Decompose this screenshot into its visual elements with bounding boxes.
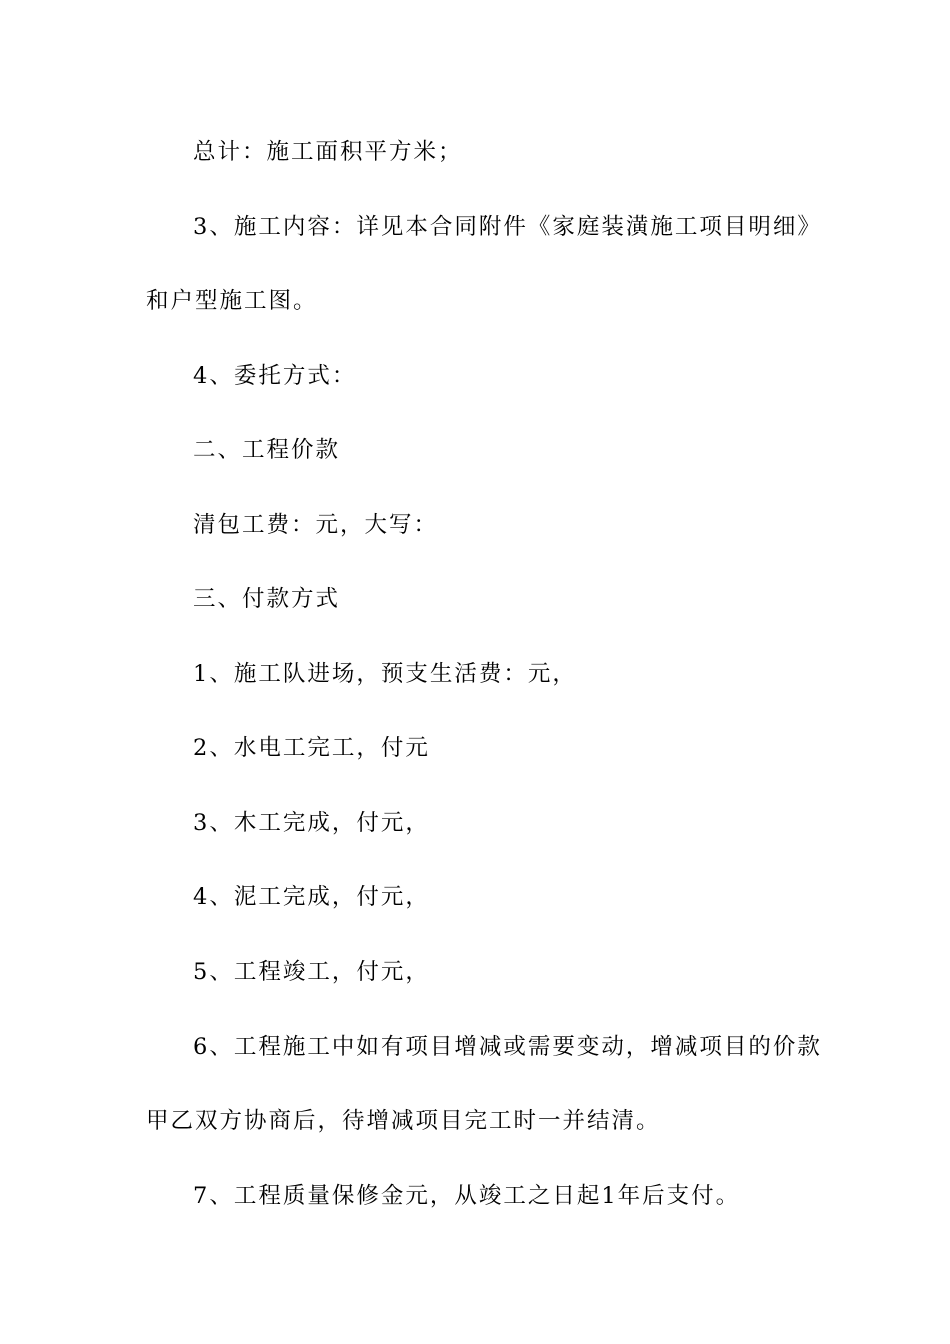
paragraph-payment-2: 2、水电工完工，付元 bbox=[193, 735, 430, 761]
paragraph-payment-1: 1、施工队进场，预支生活费：元， bbox=[193, 661, 577, 687]
paragraph-payment-7: 7、工程质量保修金元，从竣工之日起1年后支付。 bbox=[193, 1183, 741, 1209]
paragraph-payment-4: 4、泥工完成，付元， bbox=[193, 884, 430, 910]
paragraph-construction-content-cont: 和户型施工图。 bbox=[146, 288, 318, 314]
section-heading-project-price: 二、工程价款 bbox=[193, 437, 341, 463]
paragraph-payment-6: 6、工程施工中如有项目增减或需要变动，增减项目的价款 bbox=[193, 1034, 822, 1060]
section-heading-payment-method: 三、付款方式 bbox=[193, 586, 341, 612]
paragraph-payment-3: 3、木工完成，付元， bbox=[193, 810, 430, 836]
paragraph-labor-fee: 清包工费：元，大写： bbox=[193, 512, 439, 538]
paragraph-construction-content: 3、施工内容：详见本合同附件《家庭装潢施工项目明细》 bbox=[193, 214, 822, 240]
paragraph-total-area: 总计：施工面积平方米； bbox=[193, 139, 463, 165]
paragraph-payment-6-cont: 甲乙双方协商后，待增减项目完工时一并结清。 bbox=[146, 1108, 661, 1134]
paragraph-commission-method: 4、委托方式： bbox=[193, 363, 357, 389]
paragraph-payment-5: 5、工程竣工，付元， bbox=[193, 959, 430, 985]
